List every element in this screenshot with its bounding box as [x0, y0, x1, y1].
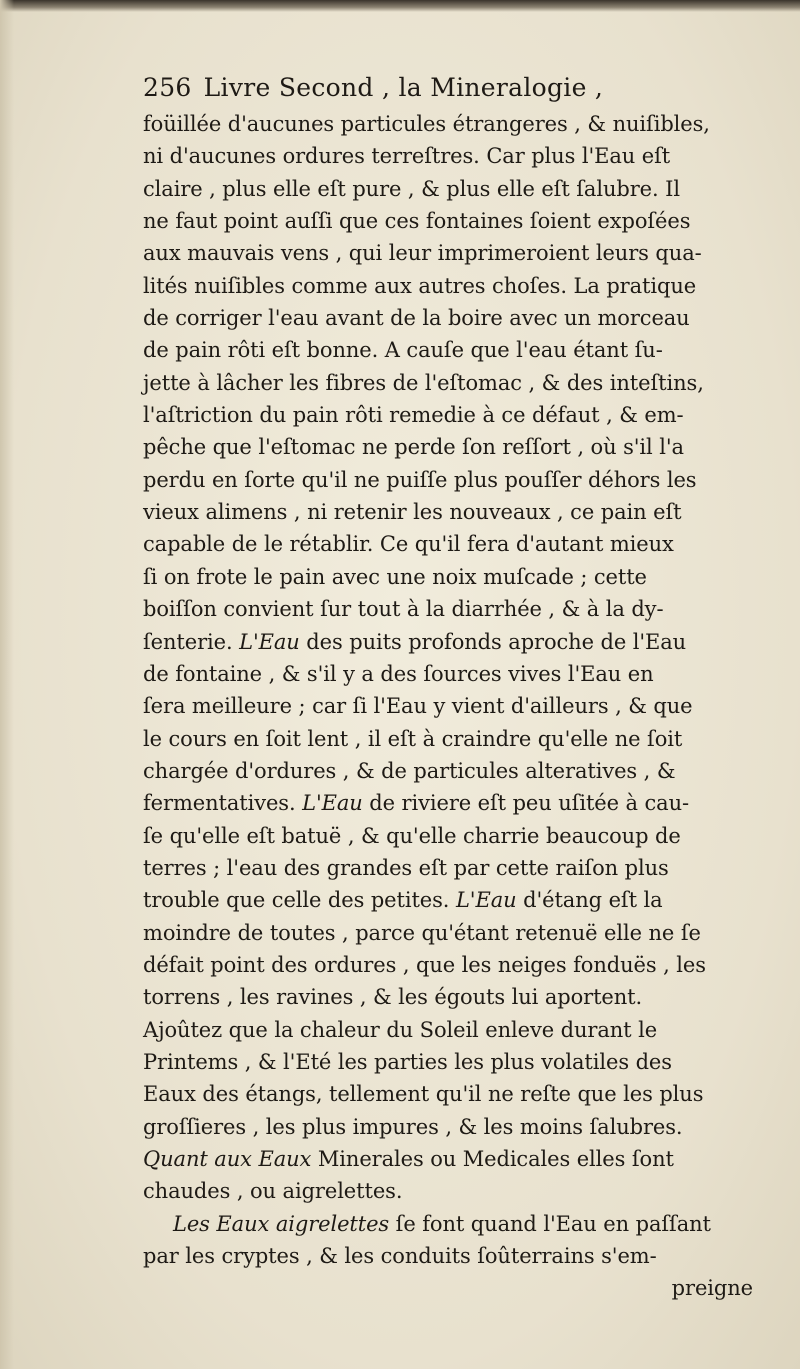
text-line: [143, 593, 793, 625]
text-span: chargée d'ordures , & de particules alteratives , &: [143, 758, 676, 783]
text-line: [143, 334, 793, 366]
text-line: [143, 140, 793, 172]
text-span: ne faut point auſſi que ces fontaines ſoient expoſées: [143, 209, 691, 234]
text-line: [143, 755, 793, 787]
text-span: de corriger l'eau avant de la boire avec un morceau: [143, 306, 690, 331]
text-span: fermentatives.: [143, 791, 303, 816]
text-span: ſe qu'elle eſt batuë , & qu'elle charrie beaucoup de: [143, 823, 681, 848]
text-span: jette à lâcher les fibres de l'eſtomac , & des inteſtins,: [143, 370, 704, 395]
text-line: [143, 1240, 793, 1272]
text-span: des puits profonds aproche de l'Eau: [299, 629, 687, 654]
text-span: perdu en ſorte qu'il ne puiſſe plus pouſſer déhors les: [143, 467, 697, 492]
body-text: [143, 108, 793, 1305]
text-span: Printems , & l'Eté les parties les plus volatiles des: [143, 1049, 672, 1074]
text-span: de fontaine , & s'il y a des ſources vives l'Eau en: [143, 661, 654, 686]
text-line: [143, 626, 793, 658]
text-span: lités nuiſibles comme aux autres choſes. La pratique: [143, 273, 697, 298]
text-span: ſe font quand l'Eau en paſſant: [389, 1211, 711, 1236]
text-span: ſera meilleure ; car ſi l'Eau y vient d'ailleurs , & que: [143, 694, 693, 719]
text-line: [143, 1143, 793, 1175]
text-line: [143, 1046, 793, 1078]
text-line: [143, 723, 793, 755]
text-line: [143, 399, 793, 431]
text-line: [143, 464, 793, 496]
text-span: groſſieres , les plus impures , & les moins ſalubres.: [143, 1114, 683, 1139]
text-span: ſenterie.: [143, 629, 240, 654]
text-span: boiſſon convient ſur tout à la diarrhée , & à la dy-: [143, 597, 664, 622]
text-span: ſi on frote le pain avec une noix muſcade ; cette: [143, 564, 647, 589]
text-span: torrens , les ravines , & les égouts lui aportent.: [143, 985, 643, 1010]
running-header: [143, 68, 793, 108]
text-line: [143, 852, 793, 884]
text-span: pêche que l'eſtomac ne perde ſon reſſort , où s'il l'a: [143, 435, 684, 460]
text-line: [143, 431, 793, 463]
text-span: moindre de toutes , parce qu'étant retenuë elle ne ſe: [143, 920, 701, 945]
text-line: [143, 528, 793, 560]
text-line: [143, 1175, 793, 1207]
text-line: [143, 884, 793, 916]
text-line: [143, 1014, 793, 1046]
text-line: [143, 496, 793, 528]
page-top-edge: [0, 0, 800, 12]
text-span: chaudes , ou aigrelettes.: [143, 1179, 403, 1204]
text-span: trouble que celle des petites.: [143, 888, 456, 913]
text-span: Minerales ou Medicales elles ſont: [311, 1147, 674, 1171]
text-span: claire , plus elle eſt pure , & plus elle eſt ſalubre. Il: [143, 176, 680, 201]
text-line: [143, 270, 793, 302]
text-line: [143, 820, 793, 852]
text-line: [143, 1078, 793, 1110]
catchword: [143, 1272, 793, 1304]
text-span: ni d'aucunes ordures terreſtres. Car plus l'Eau eſt: [143, 144, 671, 169]
text-line: [143, 205, 793, 237]
text-line: [143, 949, 793, 981]
page-text: [143, 68, 793, 1305]
text-span: preigne: [671, 1276, 753, 1301]
text-span: terres ; l'eau des grandes eſt par cette raiſon plus: [143, 855, 669, 880]
text-span: défait point des ordures , que les neiges fonduës , les: [143, 952, 706, 977]
text-span: de riviere eſt peu uſitée à cau-: [362, 791, 690, 816]
text-line: [143, 561, 793, 593]
text-line: [143, 787, 793, 819]
italic-text: L'Eau: [239, 629, 300, 654]
text-span: l'aſtriction du pain rôti remedie à ce défaut , & em-: [143, 403, 684, 428]
text-span: capable de le rétablir. Ce qu'il fera d'autant mieux: [143, 532, 674, 557]
text-span: par les cryptes , & les conduits ſoûterrains s'em-: [143, 1244, 657, 1269]
text-line: [143, 302, 793, 334]
italic-text: Quant aux Eaux: [143, 1147, 312, 1171]
text-line: [143, 108, 793, 140]
text-span: foüillée d'aucunes particules étrangeres , & nuiſibles,: [143, 112, 710, 136]
text-line: [143, 367, 793, 399]
text-line: [143, 658, 793, 690]
text-line: [143, 917, 793, 949]
text-span: de pain rôti eſt bonne. A cauſe que l'eau étant ſu-: [143, 338, 663, 363]
text-line: [143, 981, 793, 1013]
italic-text: L'Eau: [302, 791, 363, 816]
text-line: [143, 1208, 793, 1240]
text-span: le cours en ſoit lent , il eſt à craindre qu'elle ne ſoit: [143, 726, 683, 751]
text-span: Eaux des étangs, tellement qu'il ne reſte que les plus: [143, 1082, 704, 1107]
text-line: [143, 173, 793, 205]
text-span: d'étang eſt la: [516, 888, 663, 913]
italic-text: L'Eau: [455, 888, 517, 913]
italic-text: Les Eaux aigrelettes: [173, 1211, 390, 1236]
text-span: vieux alimens , ni retenir les nouveaux , ce pain eſt: [143, 500, 682, 525]
text-line: [143, 1111, 793, 1143]
text-line: [143, 237, 793, 269]
page-gutter-shadow: [0, 0, 14, 1369]
running-title: Livre Second , la Mineralogie ,: [203, 73, 604, 102]
text-span: Ajoûtez que la chaleur du Soleil enleve durant le: [143, 1017, 658, 1042]
text-span: aux mauvais vens , qui leur imprimeroient leurs qua-: [143, 241, 702, 266]
page-number: 256: [143, 73, 192, 102]
text-line: [143, 690, 793, 722]
